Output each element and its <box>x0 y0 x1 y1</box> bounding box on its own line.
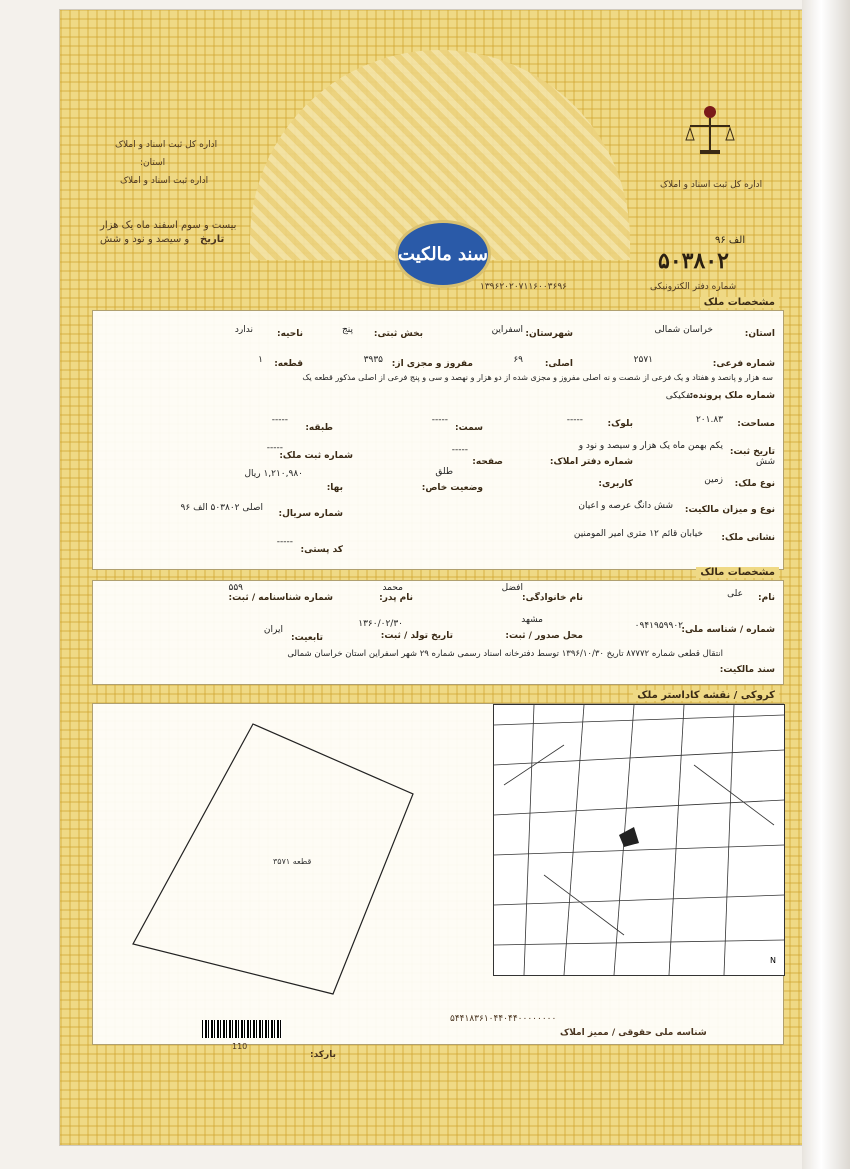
usage-label: کاربری: <box>598 479 633 489</box>
district-value: پنج <box>341 325 353 335</box>
city-label: شهرستان: <box>525 329 573 339</box>
area-label: ناحیه: <box>277 329 303 339</box>
header-office-line1: اداره کل ثبت اسناد و املاک <box>115 140 218 150</box>
issue-date-label: تاریخ <box>200 234 225 245</box>
header-office-line3: اداره ثبت اسناد و املاک <box>120 176 209 186</box>
province-value: خراسان شمالی <box>654 325 713 335</box>
owner-panel <box>92 567 784 685</box>
postal-value: ----- <box>276 537 293 547</box>
barcode-label: بارکد: <box>310 1050 336 1060</box>
book-label: شماره دفتر املاک: <box>549 457 633 467</box>
side-value: ----- <box>431 415 448 425</box>
area-value: ندارد <box>234 325 253 335</box>
electronic-office-number: ۱۳۹۶۲۰۲۰۷۱۱۶۰۰۳۶۹۶ <box>480 282 568 292</box>
record-label: شماره ثبت ملک: <box>279 451 353 461</box>
block-label: بلوک: <box>607 419 633 429</box>
address-label: نشانی ملک: <box>721 533 775 543</box>
name-label: نام: <box>758 593 775 603</box>
owner-section-title: مشخصات مالک <box>696 567 779 578</box>
original-label: اصلی: <box>544 359 573 369</box>
map-section-title: کروکی / نقشه کاداستر ملک <box>633 690 779 701</box>
issue-value: مشهد <box>521 615 543 625</box>
size-value: ۲۰۱.۸۳ <box>695 415 723 425</box>
file-label: شماره ملک پرونده: <box>689 391 775 401</box>
idno-label: شماره شناسنامه / ثبت: <box>228 593 333 603</box>
piece-value: ۱ <box>258 355 263 365</box>
district-label: بخش ثبتی: <box>373 329 423 339</box>
deed-sheet <box>60 10 814 1145</box>
property-panel <box>92 297 784 570</box>
map-panel <box>92 690 784 1045</box>
doc-value: انتقال قطعی شماره ۸۷۷۷۲ تاریخ ۱۳۹۶/۱۰/۳۰ توسط دفترخانه اسناد رسمی شماره ۲۹ شهر اسفراین استان خراسان شمالی <box>287 649 723 659</box>
barcode-number: 110 <box>232 1042 248 1051</box>
special-label: وضعیت خاص: <box>421 483 483 493</box>
type-label: نوع ملک: <box>734 479 775 489</box>
size-label: مساحت: <box>737 419 775 429</box>
deed-badge <box>395 220 491 288</box>
file-value: تفکیکی <box>665 391 693 401</box>
plot-label: شماره فرعی: <box>712 359 775 369</box>
nid-value: ۰۹۴۱۹۵۹۹۰۲ <box>634 621 683 631</box>
electronic-office-label: شماره دفتر الکترونیکی <box>650 282 737 292</box>
north-arrow-icon: N <box>770 956 776 965</box>
deed-serial-prefix: الف ۹۶ <box>715 235 746 246</box>
block-value: ----- <box>566 415 583 425</box>
deed-badge-text: سند مالکیت <box>398 243 488 265</box>
serial-label: شماره سریال: <box>278 509 343 519</box>
officer-label: شناسه ملی حقوقی / ممیز املاک <box>560 1028 707 1038</box>
officer-id: ۵۴۴۱۸۳۶۱۰۴۴۰۴۴۰۰۰۰۰۰۰۰ <box>450 1014 557 1024</box>
birth-value: ۱۳۶۰/۰۲/۳۰ <box>358 619 403 629</box>
regdate-value: یکم بهمن ماه یک هزار و سیصد و نود و <box>578 441 723 451</box>
serial-value: اصلی ۵۰۳۸۰۲ الف ۹۶ <box>180 503 263 513</box>
barcode-image <box>202 1020 282 1038</box>
plastic-sleeve <box>802 0 850 1169</box>
header-office-line2: استان: <box>140 158 166 168</box>
nation-value: ایران <box>263 625 283 635</box>
scales-emblem-icon <box>680 100 740 160</box>
nation-label: تابعیت: <box>290 633 323 643</box>
original-value: ۶۹ <box>513 355 523 365</box>
emblem-caption: اداره کل ثبت اسناد و املاک <box>660 180 763 190</box>
cadastre-map <box>493 704 785 976</box>
plot-value: ۲۵۷۱ <box>633 355 653 365</box>
regdate-label: تاریخ ثبت: <box>729 447 775 457</box>
property-section-title: مشخصات ملک <box>700 297 779 308</box>
address-value: خیابان قائم ۱۲ متری امیر المومنین <box>573 529 703 539</box>
doc-label: سند مالکیت: <box>719 665 775 675</box>
floor-value: ----- <box>271 415 288 425</box>
father-value: محمد <box>382 583 403 593</box>
side-label: سمت: <box>454 423 483 433</box>
price-label: بها: <box>326 483 343 493</box>
special-value: طلق <box>435 467 453 477</box>
cadastre-map-drawing <box>494 705 784 975</box>
price-value: ۱,۲۱۰,۹۸۰ ریال <box>244 469 303 479</box>
nid-label: شماره / شناسه ملی: <box>681 625 775 635</box>
page-value: ----- <box>451 445 468 455</box>
record-value: ----- <box>266 443 283 453</box>
share-label: نوع و میزان مالکیت: <box>684 505 775 515</box>
father-label: نام پدر: <box>379 593 413 603</box>
family-value: افضل <box>501 583 523 593</box>
plot-sketch-label: قطعه ۳۵۷۱ <box>273 857 312 866</box>
page-label: صفحه: <box>472 457 503 467</box>
separated-label: مفروز و مجزی از: <box>391 359 473 369</box>
subject-parcel <box>619 827 639 847</box>
postal-label: کد پستی: <box>300 545 343 555</box>
type-value: زمین <box>704 475 723 485</box>
floor-label: طبقه: <box>305 423 333 433</box>
deed-serial-number: ۵۰۳۸۰۲ <box>658 248 729 274</box>
plot-sketch <box>113 714 453 1014</box>
city-value: اسفراین <box>491 325 523 335</box>
deed-header <box>80 30 794 292</box>
share-value: شش دانگ عرصه و اعیان <box>578 501 673 511</box>
birth-label: تاریخ تولد / ثبت: <box>380 631 453 641</box>
issue-date-line1: بیست و سوم اسفند ماه یک هزار <box>100 220 237 231</box>
piece-label: قطعه: <box>274 359 303 369</box>
separated-value: ۳۹۳۵ <box>363 355 383 365</box>
book-value: شش <box>755 457 775 467</box>
name-value: علی <box>727 589 743 599</box>
family-label: نام خانوادگی: <box>521 593 583 603</box>
property-description: سه هزار و پانصد و هفتاد و یک فرعی از شصت و نه اصلی مفروز و مجزی شده از دو هزار و نهصد و سی و پنج فرعی از اصلی مذکور قطعه یک <box>302 373 773 382</box>
province-label: استان: <box>744 329 775 339</box>
issue-date-line2: و سیصد و نود و شش <box>100 234 190 245</box>
issue-label: محل صدور / ثبت: <box>505 631 583 641</box>
idno-value: ۵۵۹ <box>228 583 243 593</box>
